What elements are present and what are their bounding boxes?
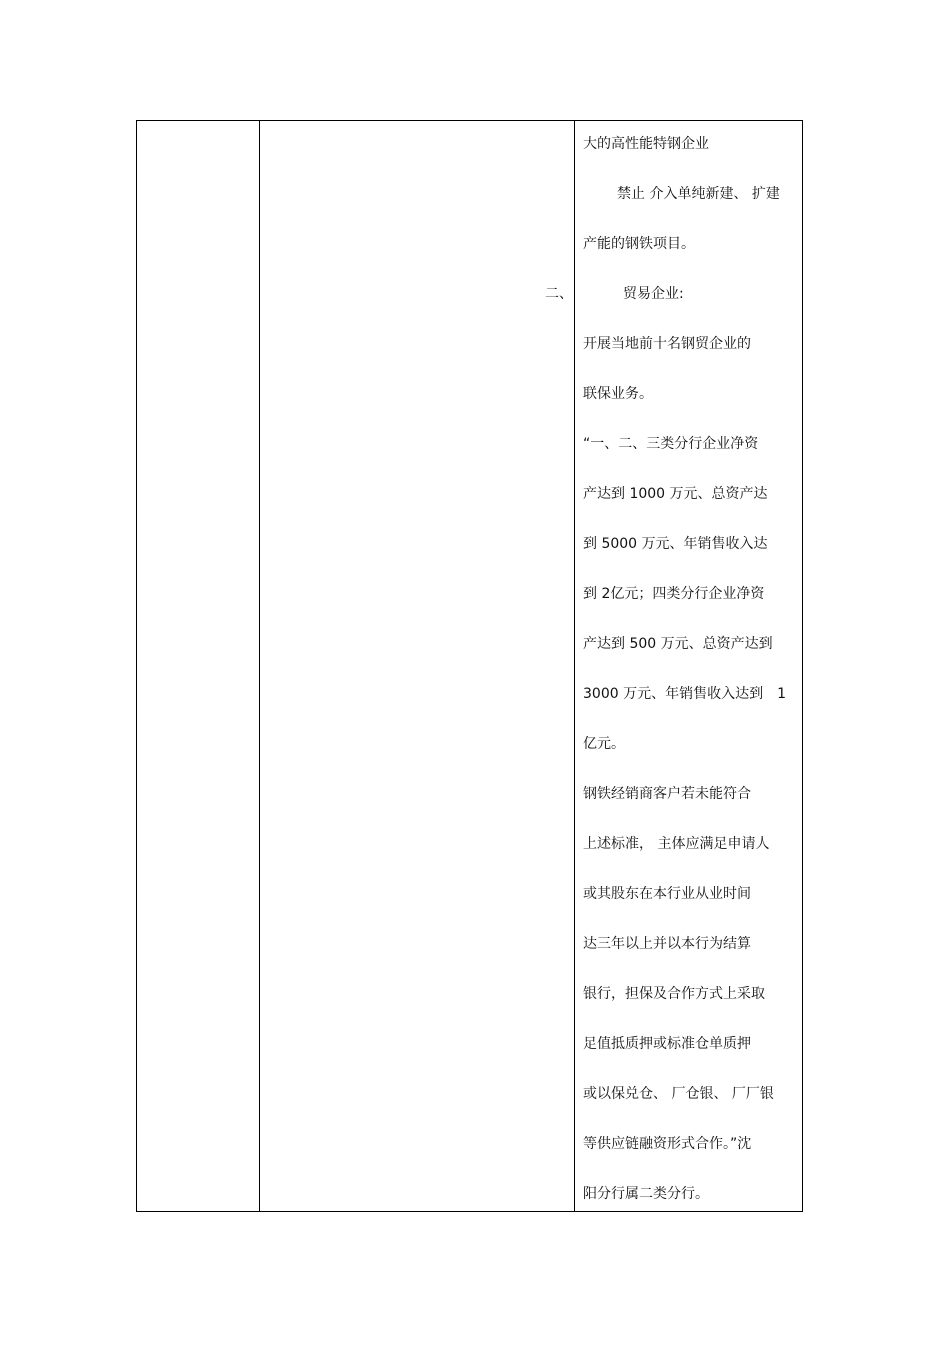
text-line: 产能的钢铁项目。 bbox=[583, 236, 695, 252]
text-line: 钢铁经销商客户若未能符合 bbox=[583, 786, 751, 802]
text-line: 银行，担保及合作方式上采取 bbox=[583, 986, 765, 1002]
text-line: 上述标准， 主体应满足申请人 bbox=[583, 836, 770, 852]
content-cell bbox=[583, 133, 798, 1233]
text-line: 到 5000 万元、年销售收入达 bbox=[583, 536, 768, 552]
text-line: 3000 万元、年销售收入达到 1 bbox=[583, 686, 786, 702]
text-line: 产达到 1000 万元、总资产达 bbox=[583, 486, 768, 502]
text-line: 等供应链融资形式合作。”沈 bbox=[583, 1136, 752, 1152]
text-line: 开展当地前十名钢贸企业的 bbox=[583, 336, 751, 352]
section-marker: 二、 bbox=[545, 286, 573, 302]
text-line: 阳分行属二类分行。 bbox=[583, 1186, 709, 1202]
column-divider-left bbox=[259, 121, 260, 1211]
text-line: 联保业务。 bbox=[583, 386, 653, 402]
text-line: 或其股东在本行业从业时间 bbox=[583, 886, 751, 902]
text-line: 贸易企业: bbox=[623, 286, 684, 302]
text-line: 禁止 介入单纯新建、 扩建 bbox=[617, 186, 780, 202]
text-line: 到 2亿元；四类分行企业净资 bbox=[583, 586, 765, 602]
column-divider-right bbox=[574, 121, 575, 1211]
text-line: 亿元。 bbox=[583, 736, 625, 752]
text-line: 足值抵质押或标准仓单质押 bbox=[583, 1036, 751, 1052]
text-line: 大的高性能特钢企业 bbox=[583, 136, 709, 152]
text-line: “一、二、三类分行企业净资 bbox=[583, 436, 759, 452]
text-line: 达三年以上并以本行为结算 bbox=[583, 936, 751, 952]
text-line: 产达到 500 万元、总资产达到 bbox=[583, 636, 773, 652]
text-line: 或以保兑仓、 厂仓银、 厂厂银 bbox=[583, 1086, 774, 1102]
